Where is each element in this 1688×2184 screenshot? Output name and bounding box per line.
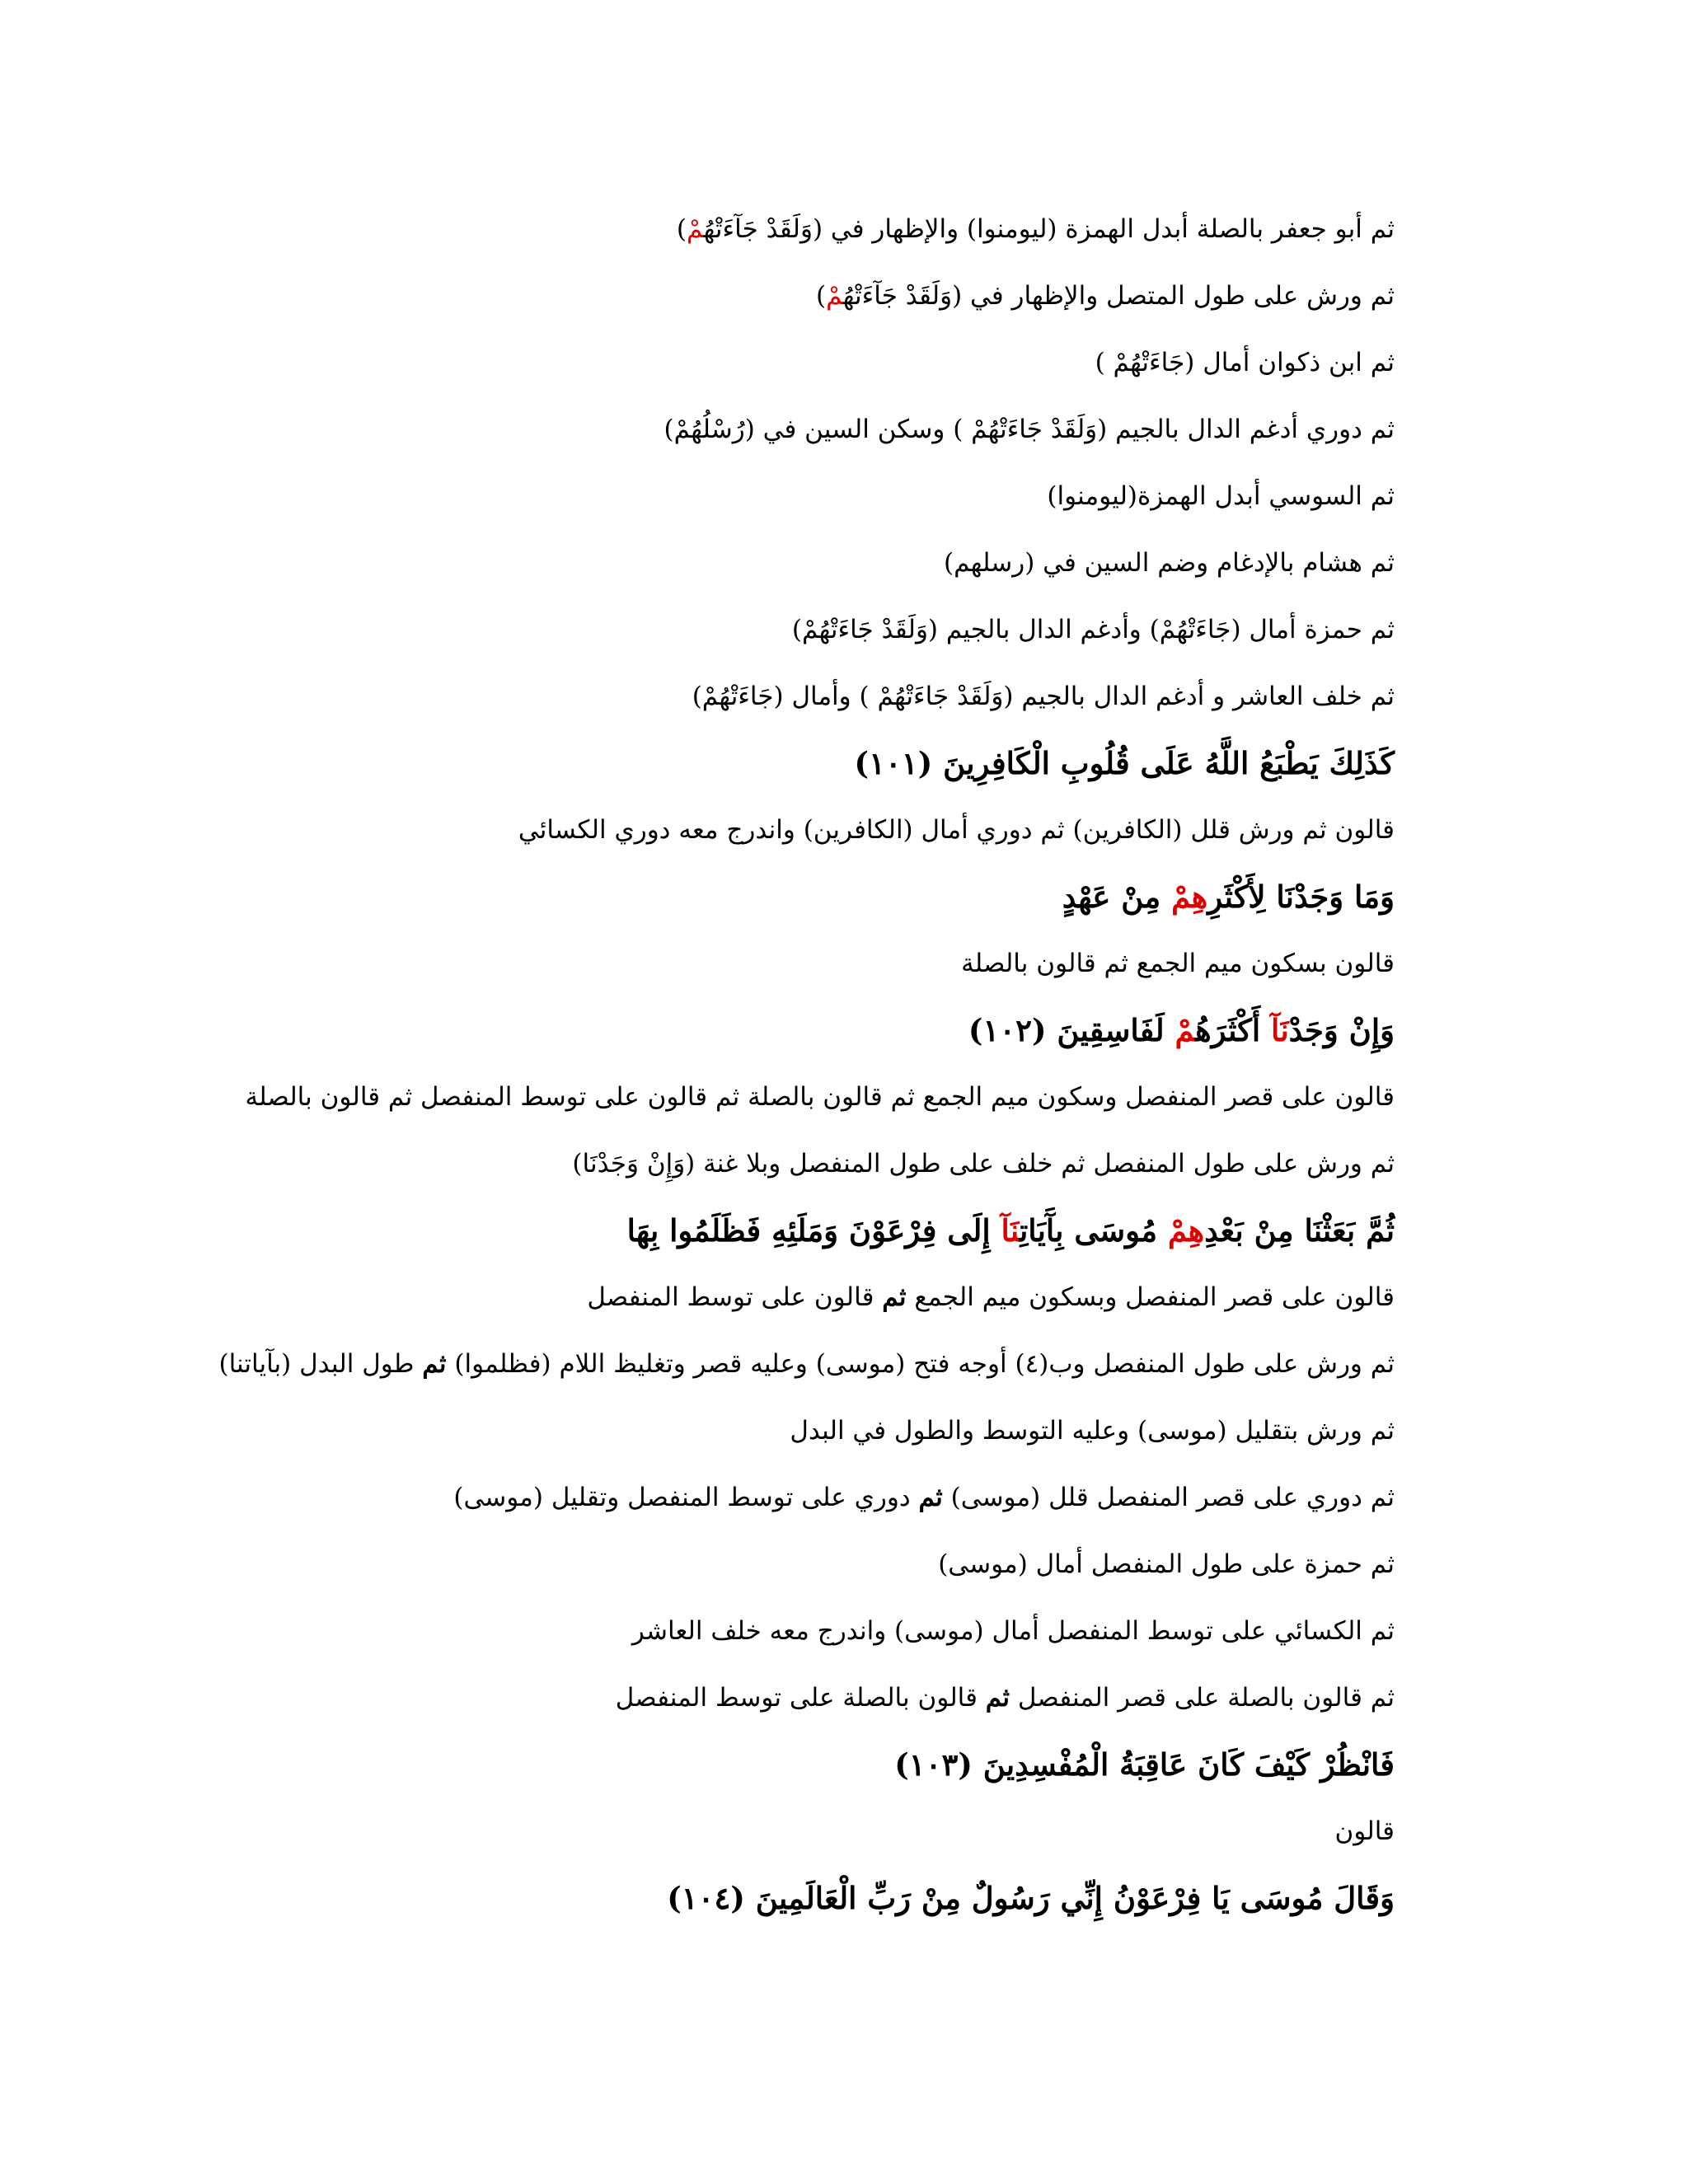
text-segment: وَقَالَ مُوسَى يَا فِرْعَوْنُ إِنِّي رَسُولٌ مِنْ رَبِّ الْعَالَمِينَ (١٠٤) bbox=[667, 1880, 1395, 1916]
verse-line bbox=[297, 864, 1395, 930]
highlighted-text: مْ bbox=[687, 214, 704, 244]
verse-line bbox=[297, 730, 1395, 797]
commentary-line bbox=[297, 597, 1395, 663]
bold-word: ثم bbox=[985, 1683, 1010, 1713]
text-segment: ) bbox=[816, 281, 827, 311]
commentary-line bbox=[297, 196, 1395, 263]
text-segment: قالون على قصر المنفصل وبسكون ميم الجمع bbox=[906, 1282, 1395, 1312]
commentary-line bbox=[297, 463, 1395, 530]
commentary-line bbox=[297, 330, 1395, 396]
commentary-line bbox=[297, 1131, 1395, 1197]
text-segment: قالون على توسط المنفصل bbox=[587, 1282, 883, 1312]
text-segment: ثُمَّ بَعَثْنَا مِنْ بَعْدِ bbox=[1204, 1212, 1395, 1249]
bold-word: ثم bbox=[918, 1483, 943, 1512]
verse-line bbox=[297, 1865, 1395, 1932]
commentary-line bbox=[297, 930, 1395, 997]
commentary-line bbox=[297, 396, 1395, 463]
commentary-line bbox=[297, 797, 1395, 864]
commentary-line bbox=[297, 1598, 1395, 1665]
bold-word: ثم bbox=[422, 1349, 447, 1379]
text-segment: قالون ثم ورش قلل (الكافرين) ثم دوري أمال (الكافرين) واندرج معه دوري الكسائي bbox=[518, 815, 1395, 845]
text-segment: مِنْ عَهْدٍ bbox=[1062, 879, 1172, 915]
text-segment: ثم حمزة أمال (جَاءَتْهُمْ) وأدغم الدال بالجيم (وَلَقَدْ جَاءَتْهُمْ) bbox=[791, 615, 1395, 644]
commentary-line bbox=[297, 1531, 1395, 1598]
text-segment: دوري على توسط المنفصل وتقليل (موسى) bbox=[453, 1483, 919, 1512]
text-segment: كَذَلِكَ يَطْبَعُ اللَّهُ عَلَى قُلُوبِ الْكَافِرِينَ (١٠١) bbox=[854, 745, 1395, 781]
text-segment: ثم السوسي أبدل الهمزة(ليومنوا) bbox=[1047, 481, 1395, 511]
text-segment: ثم الكسائي على توسط المنفصل أمال (موسى) واندرج معه خلف العاشر bbox=[631, 1616, 1395, 1646]
commentary-line bbox=[297, 1798, 1395, 1865]
text-segment: أَكْثَرَهُ bbox=[1195, 1012, 1272, 1048]
highlighted-text: مْ bbox=[1175, 1012, 1196, 1048]
highlighted-text: نَآ bbox=[1271, 1012, 1289, 1048]
text-segment: قالون bbox=[1334, 1816, 1395, 1846]
verse-line bbox=[297, 1732, 1395, 1798]
text-segment: قالون بسكون ميم الجمع ثم قالون بالصلة bbox=[961, 949, 1395, 978]
text-segment: ثم ورش بتقليل (موسى) وعليه التوسط والطول في البدل bbox=[790, 1416, 1395, 1446]
bold-word: ثم bbox=[882, 1282, 907, 1312]
commentary-line bbox=[297, 530, 1395, 597]
text-segment: ثم أبو جعفر بالصلة أبدل الهمزة (ليومنوا) والإظهار في (وَلَقَدْ جَآءَتْهُ bbox=[703, 214, 1395, 244]
text-segment: وَمَا وَجَدْنَا لِأَكْثَرِ bbox=[1207, 879, 1395, 915]
verse-line bbox=[297, 1197, 1395, 1264]
commentary-line bbox=[218, 1331, 1395, 1398]
highlighted-text: هِمْ bbox=[1167, 1212, 1205, 1249]
text-segment: مُوسَى بِآَيَاتِ bbox=[1020, 1212, 1168, 1249]
commentary-line bbox=[297, 1465, 1395, 1531]
commentary-line bbox=[297, 663, 1395, 730]
text-segment: وَإِنْ وَجَدْ bbox=[1288, 1012, 1395, 1048]
text-segment: ثم ورش على طول المنفصل ثم خلف على طول المنفصل وبلا غنة (وَإِنْ وَجَدْنَا) bbox=[572, 1149, 1395, 1179]
verse-line bbox=[297, 997, 1395, 1064]
highlighted-text: هِمْ bbox=[1171, 879, 1208, 915]
document-page bbox=[218, 196, 1395, 1932]
text-segment: ثم ورش على طول المنفصل وب(٤) أوجه فتح (موسى) وعليه قصر وتغليظ اللام (فظلموا) bbox=[446, 1349, 1395, 1379]
text-segment: ثم دوري أدغم الدال بالجيم (وَلَقَدْ جَاءَتْهُمْ ) وسكن السين في (رُسْلُهُمْ) bbox=[663, 415, 1395, 444]
text-segment: طول البدل (بآياتنا) bbox=[218, 1349, 423, 1379]
text-segment: ثم ابن ذكوان أمال (جَاءَتْهُمْ ) bbox=[1095, 348, 1395, 377]
text-segment: ثم هشام بالإدغام وضم السين في (رسلهم) bbox=[944, 548, 1395, 578]
text-segment: قالون بالصلة على توسط المنفصل bbox=[615, 1683, 986, 1713]
text-segment: إِلَى فِرْعَوْنَ وَمَلَئِهِ فَظَلَمُوا بِهَا bbox=[626, 1212, 1001, 1249]
text-segment: قالون على قصر المنفصل وسكون ميم الجمع ثم قالون بالصلة ثم قالون على توسط المنفصل ثم قالون بالصلة bbox=[245, 1082, 1395, 1112]
commentary-line bbox=[297, 263, 1395, 330]
commentary-line bbox=[297, 1398, 1395, 1465]
text-segment: لَفَاسِقِينَ (١٠٢) bbox=[968, 1012, 1175, 1048]
commentary-line bbox=[245, 1064, 1395, 1131]
highlighted-text: نَآ bbox=[1001, 1212, 1020, 1249]
highlighted-text: مْ bbox=[826, 281, 843, 311]
text-segment: ) bbox=[676, 214, 687, 244]
commentary-line bbox=[297, 1264, 1395, 1331]
text-segment: ثم حمزة على طول المنفصل أمال (موسى) bbox=[938, 1549, 1395, 1579]
text-segment: ثم قالون بالصلة على قصر المنفصل bbox=[1010, 1683, 1395, 1713]
commentary-line bbox=[297, 1665, 1395, 1732]
text-segment: ثم ورش على طول المتصل والإظهار في (وَلَقَدْ جَآءَتْهُ bbox=[842, 281, 1395, 311]
text-segment: فَانْظُرْ كَيْفَ كَانَ عَاقِبَةُ الْمُفْسِدِينَ (١٠٣) bbox=[894, 1746, 1395, 1783]
text-segment: ثم خلف العاشر و أدغم الدال بالجيم (وَلَقَدْ جَاءَتْهُمْ ) وأمال (جَاءَتْهُمْ) bbox=[692, 682, 1395, 711]
text-segment: ثم دوري على قصر المنفصل قلل (موسى) bbox=[942, 1483, 1395, 1512]
